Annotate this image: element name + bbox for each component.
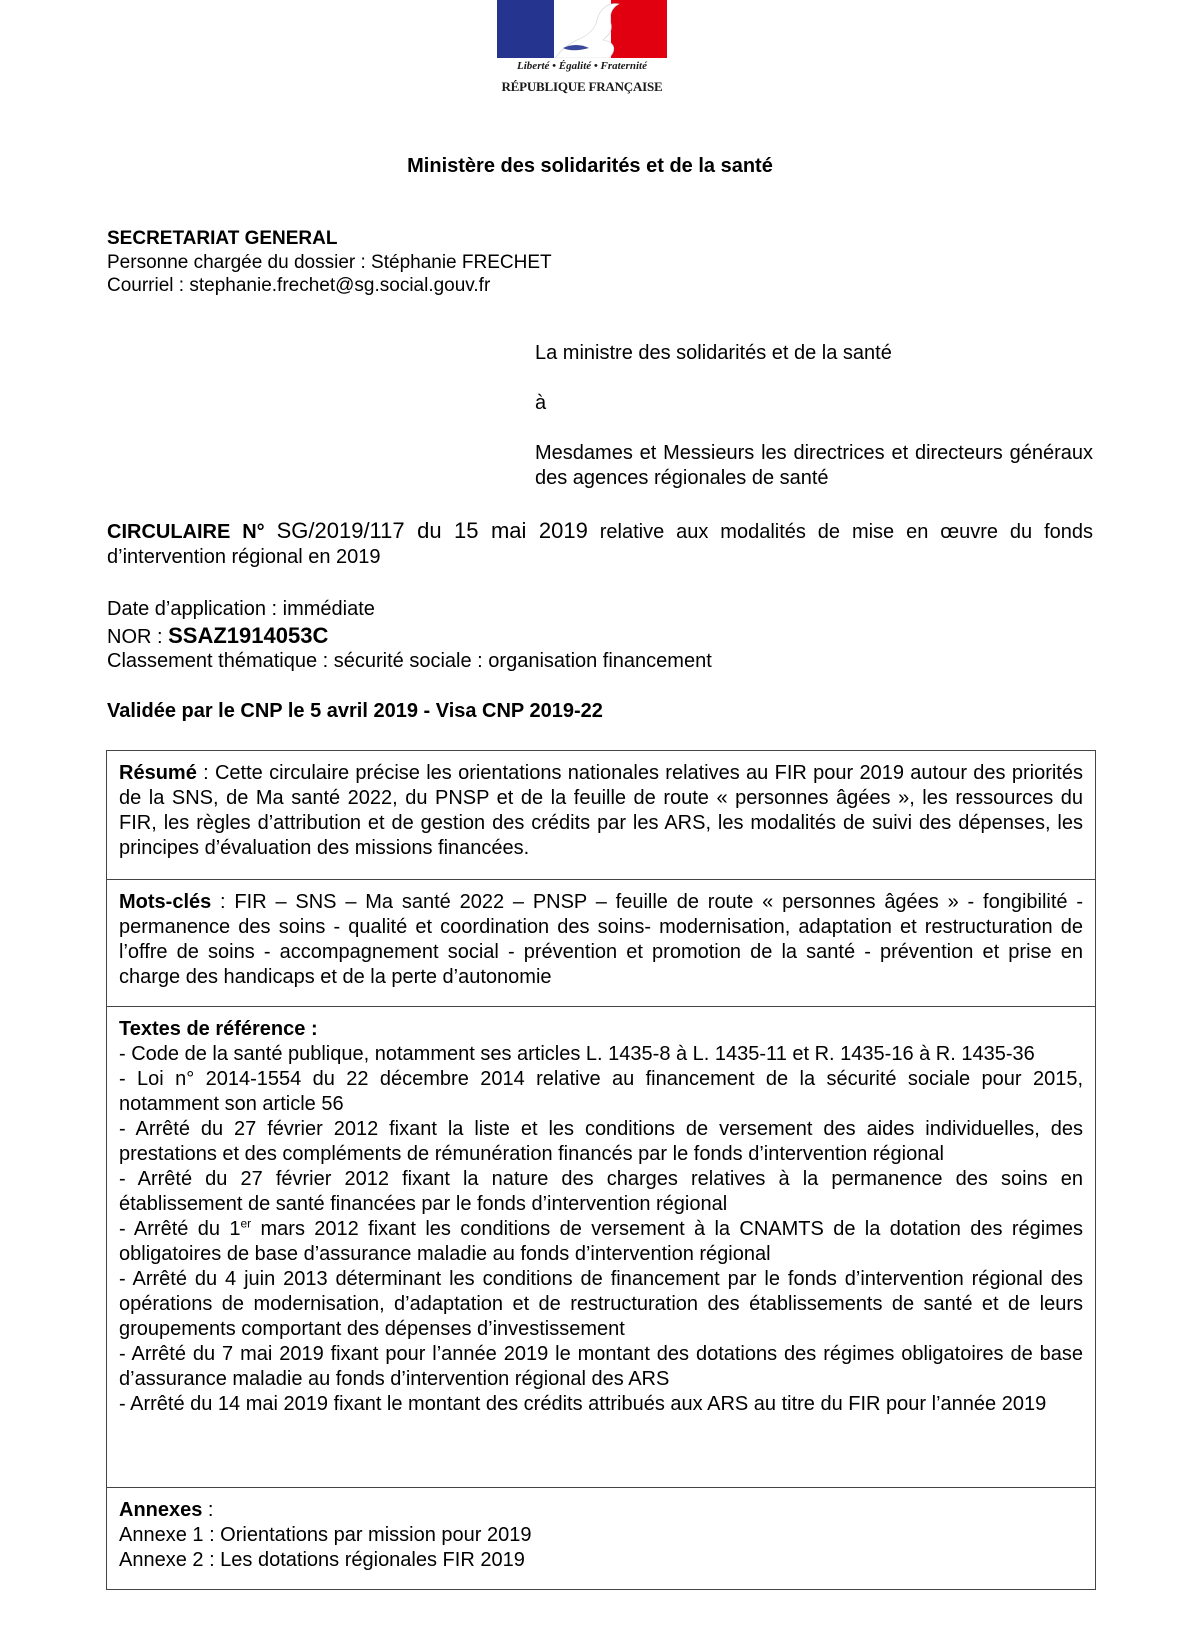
circulaire-subject: relative aux modalités de mise en œuvre du fonds d’intervention régional en 2019: [107, 521, 1094, 568]
annexes-sep: :: [202, 1499, 214, 1521]
nor-value: SSAZ1914053C: [168, 623, 329, 648]
reference-item: [119, 1217, 1083, 1267]
annexes-heading: [119, 1498, 1083, 1523]
classement: Classement thématique : sécurité sociale : organisation financement: [107, 650, 712, 672]
annex-item: Annexe 2 : Les dotations régionales FIR 2019: [119, 1549, 525, 1571]
keywords-body: : FIR – SNS – Ma santé 2022 – PNSP – feuille de route « personnes âgées » - fongibilité - permanence des soins - qualité et coordination des soins- modernisation, adaptation et restructuration de l’offre de soins - accompagnement social - prévention et promotion de la santé - prévention et prise en charge des handicaps et de la perte d’autonomie: [119, 891, 1083, 988]
keywords-label: Mots-clés: [119, 891, 212, 913]
resume-body: : Cette circulaire précise les orientations nationales relatives au FIR pour 2019 autour des priorités de la SNS, de Ma santé 2022, du PNSP et de la feuille de route « personnes âgées », les ressources du FIR, les règles d’attribution et de gestion des crédits par les ARS, les modalités de suivi des dépenses, les principes d’évaluation des missions financées.: [119, 762, 1083, 859]
secretariat-title: SECRETARIAT GENERAL: [107, 228, 338, 249]
annexes-box: [106, 1487, 1096, 1590]
resume-label: Résumé: [119, 762, 197, 784]
reference-item-part: - Arrêté du 1: [119, 1218, 241, 1240]
secretariat-contact: Personne chargée du dossier : Stéphanie FRECHET: [107, 252, 552, 273]
secretariat-email: Courriel : stephanie.frechet@sg.social.gouv.fr: [107, 275, 491, 296]
reference-item-sup: er: [240, 1216, 252, 1231]
address-recipients: Mesdames et Messieurs les directrices et directeurs généraux des agences régionales de santé: [535, 442, 1093, 489]
reference-item: - Arrêté du 7 mai 2019 fixant pour l’année 2019 le montant des dotations des régimes obligatoires de base d’assurance maladie au fonds d’intervention régional des ARS: [119, 1343, 1083, 1390]
reference-item: - Arrêté du 4 juin 2013 déterminant les conditions de financement par le fonds d’intervention régional des opérations de modernisation, d’adaptation et de restructuration des établissements de santé et de leurs groupements comportant des dépenses d’investissement: [119, 1268, 1083, 1340]
address-from: La ministre des solidarités et de la santé: [535, 342, 892, 364]
logo-name: RÉPUBLIQUE FRANÇAISE: [501, 79, 663, 94]
reference-item: - Arrêté du 27 février 2012 fixant la liste et les conditions de versement des aides individuelles, des prestations et des compléments de rémunération financés par le fonds d’intervention régional: [119, 1118, 1083, 1165]
nor-line: [107, 623, 328, 649]
keywords-box: [106, 879, 1096, 1007]
ministry-title: Ministère des solidarités et de la santé: [407, 155, 773, 177]
address-to: à: [535, 392, 547, 414]
reference-item-part: mars 2012 fixant les conditions de versement à la CNAMTS de la dotation des régimes obligatoires de base d’assurance maladie au fonds d’intervention régional: [119, 1218, 1083, 1265]
reference-item: - Code de la santé publique, notamment ses articles L. 1435-8 à L. 1435-11 et R. 1435-16 à R. 1435-36: [119, 1043, 1035, 1065]
logo-motto: Liberté • Égalité • Fraternité: [517, 60, 647, 72]
nor-label: NOR :: [107, 626, 163, 648]
annexes-label: Annexes: [119, 1499, 203, 1521]
resume-text: [119, 761, 1083, 861]
reference-item: - Loi n° 2014-1554 du 22 décembre 2014 relative au financement de la sécurité sociale pour 2015, notamment son article 56: [119, 1068, 1083, 1115]
validation-line: Validée par le CNP le 5 avril 2019 - Visa CNP 2019-22: [107, 700, 603, 722]
application-date: Date d’application : immédiate: [107, 598, 375, 620]
references-list: [119, 1017, 1083, 1417]
reference-item: - Arrêté du 14 mai 2019 fixant le montant des crédits attribués aux ARS au titre du FIR pour l’année 2019: [119, 1393, 1047, 1415]
marianne-flag-icon: [497, 0, 667, 58]
references-box: [106, 1006, 1096, 1488]
circulaire-label: CIRCULAIRE N°: [107, 521, 265, 543]
reference-item: - Arrêté du 27 février 2012 fixant la nature des charges relatives à la permanence des soins en établissement de santé financées par le fonds d’intervention régional: [119, 1168, 1083, 1215]
references-label: Textes de référence :: [119, 1018, 318, 1040]
annexes-list: [119, 1498, 1083, 1573]
circulaire-heading: [107, 518, 1093, 570]
circulaire-number: SG/2019/117 du 15 mai 2019: [276, 518, 588, 543]
annex-item: Annexe 1 : Orientations par mission pour 2019: [119, 1524, 532, 1546]
keywords-text: [119, 890, 1083, 990]
resume-box: [106, 750, 1096, 880]
